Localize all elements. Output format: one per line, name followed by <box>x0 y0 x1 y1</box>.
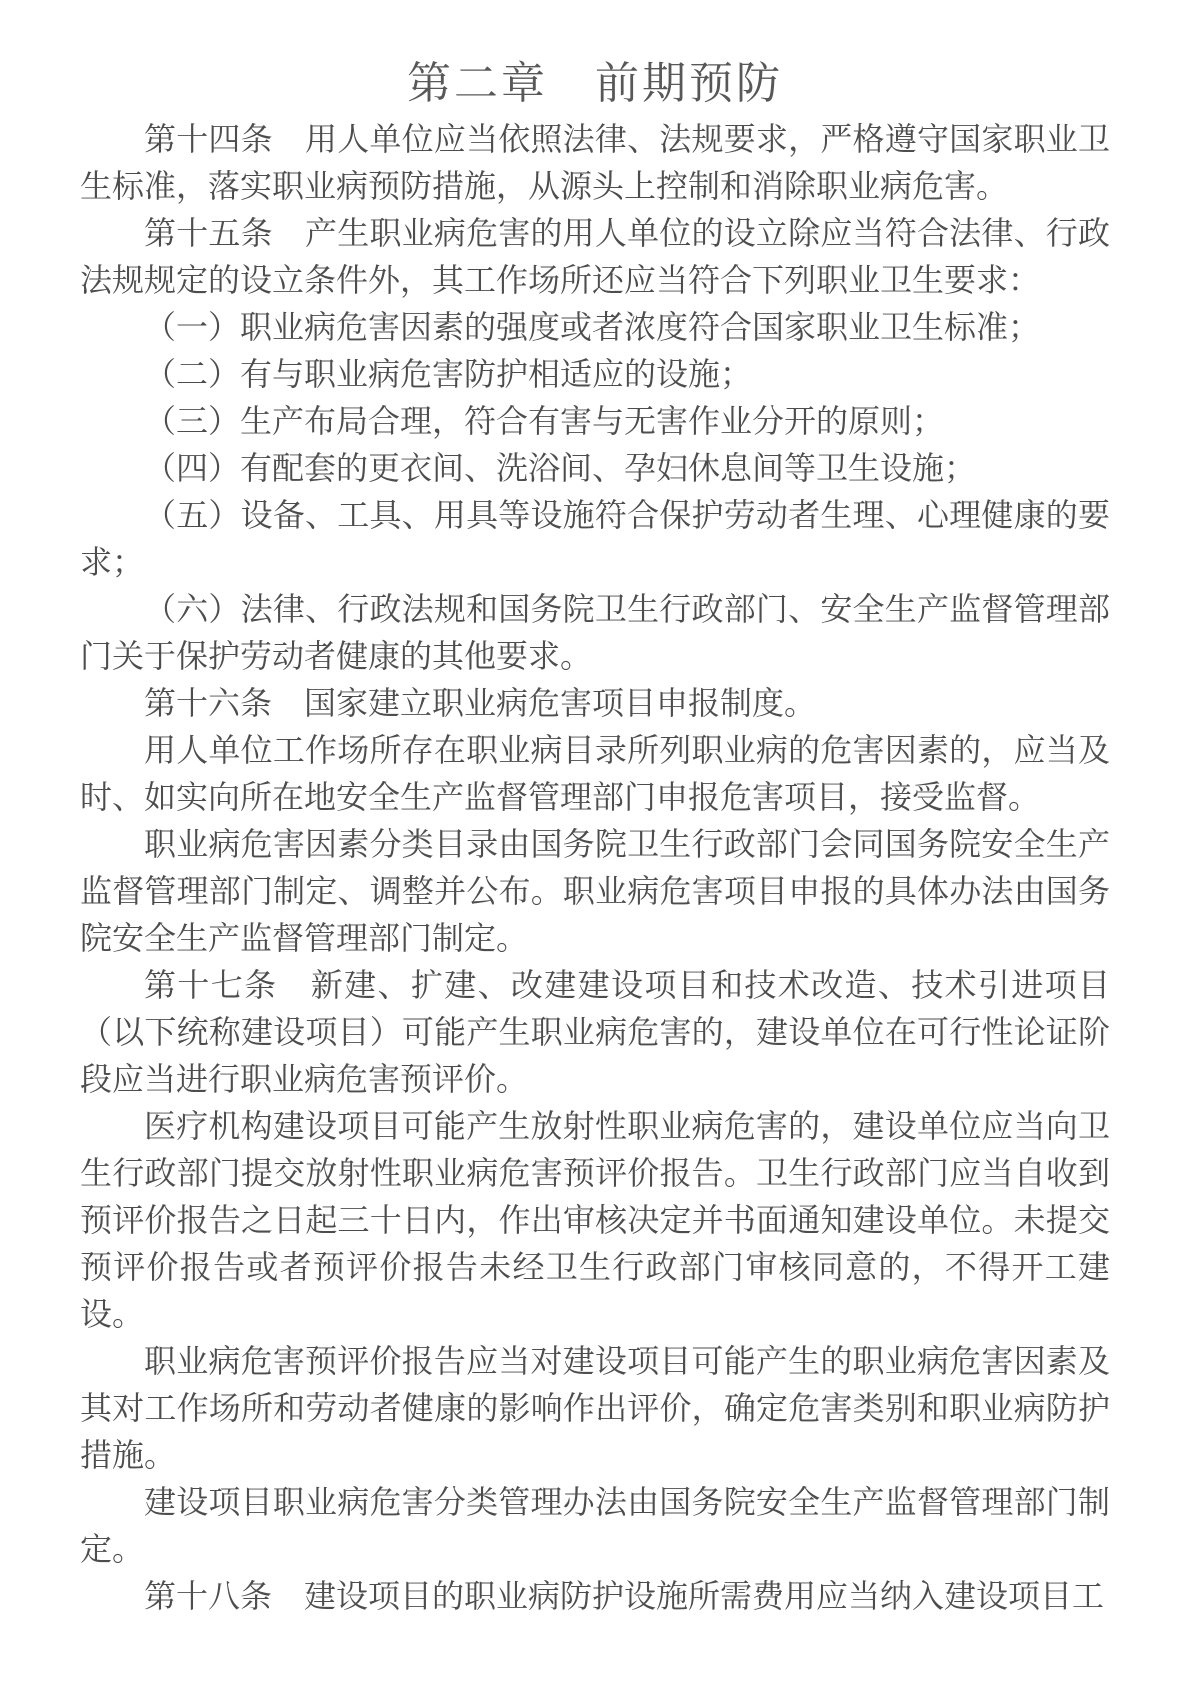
paragraph: 第十五条 产生职业病危害的用人单位的设立除应当符合法律、行政法规规定的设立条件外，其工作场所还应当符合下列职业卫生要求： <box>80 215 1110 298</box>
paragraph: 医疗机构建设项目可能产生放射性职业病危害的，建设单位应当向卫生行政部门提交放射性职业病危害预评价报告。卫生行政部门应当自收到预评价报告之日起三十日内，作出审核决定并书面通知建设单位。未提交预评价报告或者预评价报告未经卫生行政部门审核同意的，不得开工建设。 <box>80 1108 1110 1332</box>
paragraph: （五）设备、工具、用具等设施符合保护劳动者生理、心理健康的要求； <box>80 497 1110 580</box>
paragraph: 第十八条 建设项目的职业病防护设施所需费用应当纳入建设项目工 <box>144 1578 1105 1614</box>
paragraph: 第十四条 用人单位应当依照法律、法规要求，严格遵守国家职业卫生标准，落实职业病预防措施，从源头上控制和消除职业病危害。 <box>80 121 1110 204</box>
paragraph: 用人单位工作场所存在职业病目录所列职业病的危害因素的，应当及时、如实向所在地安全生产监督管理部门申报危害项目，接受监督。 <box>80 732 1110 815</box>
paragraph: （二）有与职业病危害防护相适应的设施； <box>144 356 753 392</box>
chapter-title: 第二章 前期预防 <box>407 59 783 108</box>
document-body <box>80 116 1110 1620</box>
paragraph: 建设项目职业病危害分类管理办法由国务院安全生产监督管理部门制定。 <box>80 1484 1110 1567</box>
paragraph: 第十七条 新建、扩建、改建建设项目和技术改造、技术引进项目（以下统称建设项目）可能产生职业病危害的，建设单位在可行性论证阶段应当进行职业病危害预评价。 <box>80 967 1110 1097</box>
paragraph: （一）职业病危害因素的强度或者浓度符合国家职业卫生标准； <box>144 309 1041 345</box>
paragraph: 第十六条 国家建立职业病危害项目申报制度。 <box>144 685 817 721</box>
paragraph: （四）有配套的更衣间、洗浴间、孕妇休息间等卫生设施； <box>144 450 977 486</box>
paragraph: 职业病危害因素分类目录由国务院卫生行政部门会同国务院安全生产监督管理部门制定、调整并公布。职业病危害项目申报的具体办法由国务院安全生产监督管理部门制定。 <box>80 826 1110 956</box>
paragraph: （六）法律、行政法规和国务院卫生行政部门、安全生产监督管理部门关于保护劳动者健康的其他要求。 <box>80 591 1110 674</box>
paragraph: 职业病危害预评价报告应当对建设项目可能产生的职业病危害因素及其对工作场所和劳动者健康的影响作出评价，确定危害类别和职业病防护措施。 <box>80 1343 1110 1473</box>
paragraph: （三）生产布局合理，符合有害与无害作业分开的原则； <box>144 403 945 439</box>
